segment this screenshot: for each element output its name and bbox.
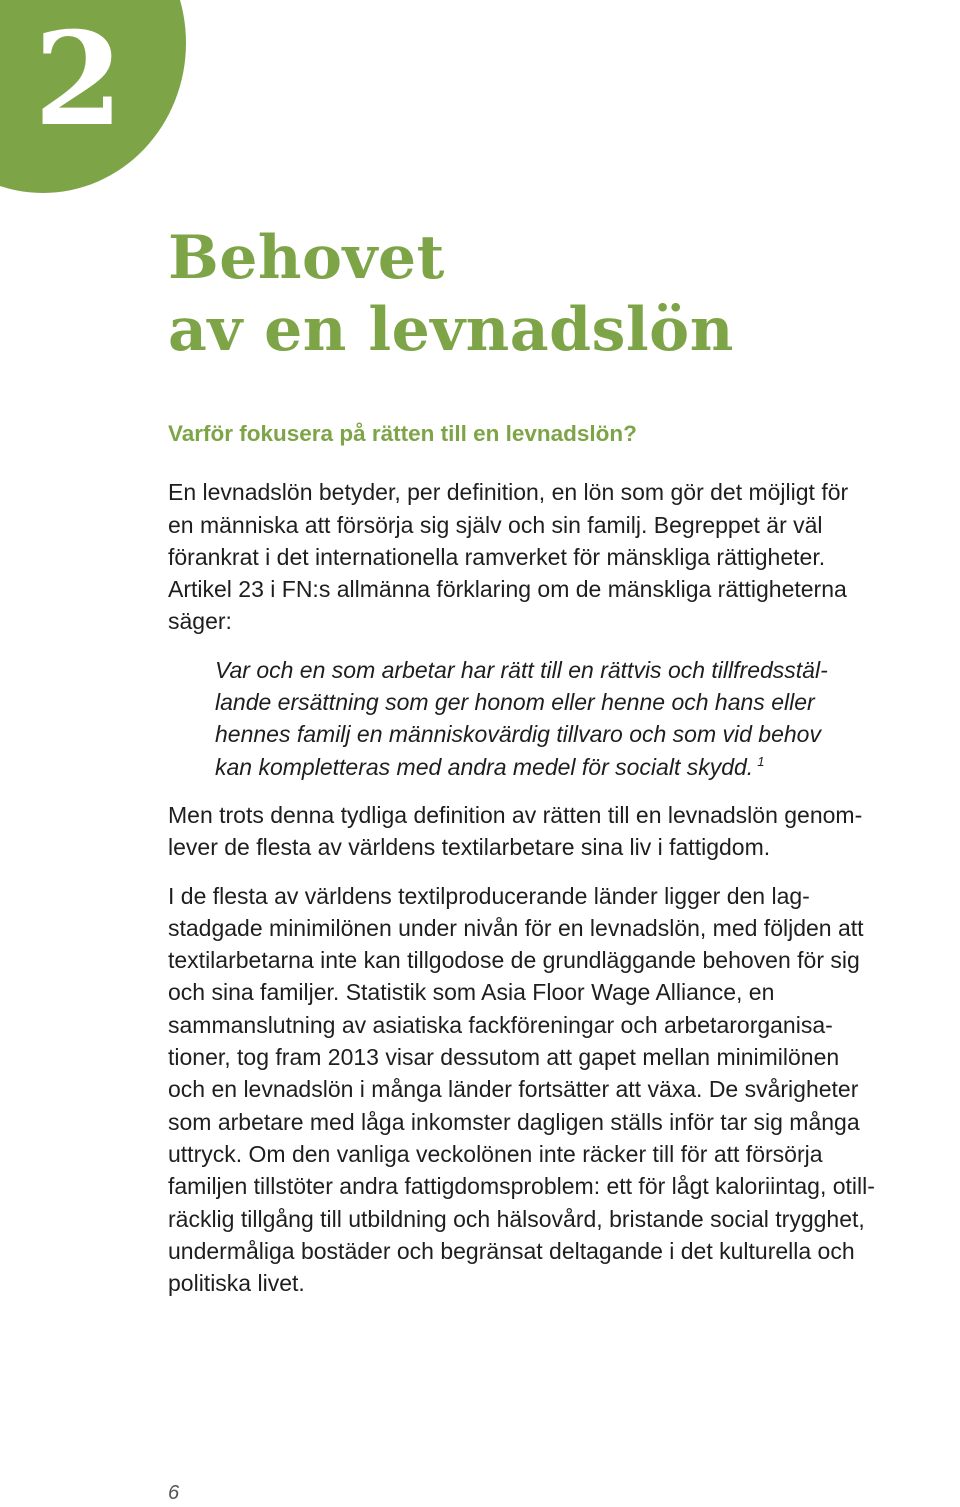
text-line: uttryck. Om den vanliga veckolönen inte räcker till för att försörja (168, 1140, 823, 1167)
paragraph-2 (168, 799, 948, 864)
text-line: lever de flesta av världens textilarbetare sina liv i fattigdom. (168, 834, 771, 861)
text-line: I de flesta av världens textilproducerande länder ligger den lag- (168, 882, 810, 909)
page-title (168, 222, 734, 366)
chapter-number: 2 (34, 5, 124, 155)
paragraph-1 (168, 476, 948, 637)
quote-line-last (215, 751, 948, 783)
main-content (168, 418, 948, 1315)
text-line: stadgade minimilönen under nivån för en levnadslön, med följden att (168, 914, 864, 941)
text-line: en människa att försörja sig själv och sin familj. Begreppet är väl (168, 511, 823, 538)
article-quote (168, 654, 948, 783)
quote-line: kan kompletteras med andra medel för socialt skydd. (215, 753, 754, 780)
text-line: tioner, tog fram 2013 visar dessutom att gapet mellan minimilönen (168, 1044, 840, 1071)
quote-line: hennes familj en människovärdig tillvaro och som vid behov (215, 721, 821, 748)
text-line: politiska livet. (168, 1270, 305, 1297)
quote-line: Var och en som arbetar har rätt till en rättvis och tillfredsstäl- (215, 656, 828, 683)
text-line: familjen tillstöter andra fattigdomsproblem: ett för lågt kaloriintag, otill- (168, 1173, 875, 1200)
text-line: sammanslutning av asiatiska fackföreningar och arbetarorganisa- (168, 1011, 833, 1038)
title-line-2: av en levnadslön (168, 295, 734, 365)
text-line: säger: (168, 608, 232, 635)
paragraph-3 (168, 880, 948, 1300)
section-subheading: Varför fokusera på rätten till en levnadslön? (168, 421, 637, 446)
footnote-ref[interactable]: 1 (757, 754, 765, 770)
title-line-1: Behovet (168, 223, 445, 293)
text-line: räcklig tillgång till utbildning och hälsovård, bristande social trygghet, (168, 1205, 865, 1232)
text-line: Artikel 23 i FN:s allmänna förklaring om de mänskliga rättigheterna (168, 576, 847, 603)
text-line: textilarbetarna inte kan tillgodose de grundläggande behoven för sig (168, 947, 860, 974)
text-line: och en levnadslön i många länder fortsätter att växa. De svårigheter (168, 1076, 859, 1103)
page-number: 6 (168, 1482, 180, 1504)
text-line: som arbetare med låga inkomster dagligen ställs inför tar sig många (168, 1108, 860, 1135)
text-line: förankrat i det internationella ramverket för mänskliga rättigheter. (168, 543, 826, 570)
text-line: undermåliga bostäder och begränsat deltagande i det kulturella och (168, 1237, 855, 1264)
text-line: En levnadslön betyder, per definition, en lön som gör det möjligt för (168, 479, 849, 506)
text-line: och sina familjer. Statistik som Asia Floor Wage Alliance, en (168, 979, 775, 1006)
quote-line: lande ersättning som ger honom eller henne och hans eller (215, 689, 815, 716)
text-line: Men trots denna tydliga definition av rätten till en levnadslön genom- (168, 801, 863, 828)
